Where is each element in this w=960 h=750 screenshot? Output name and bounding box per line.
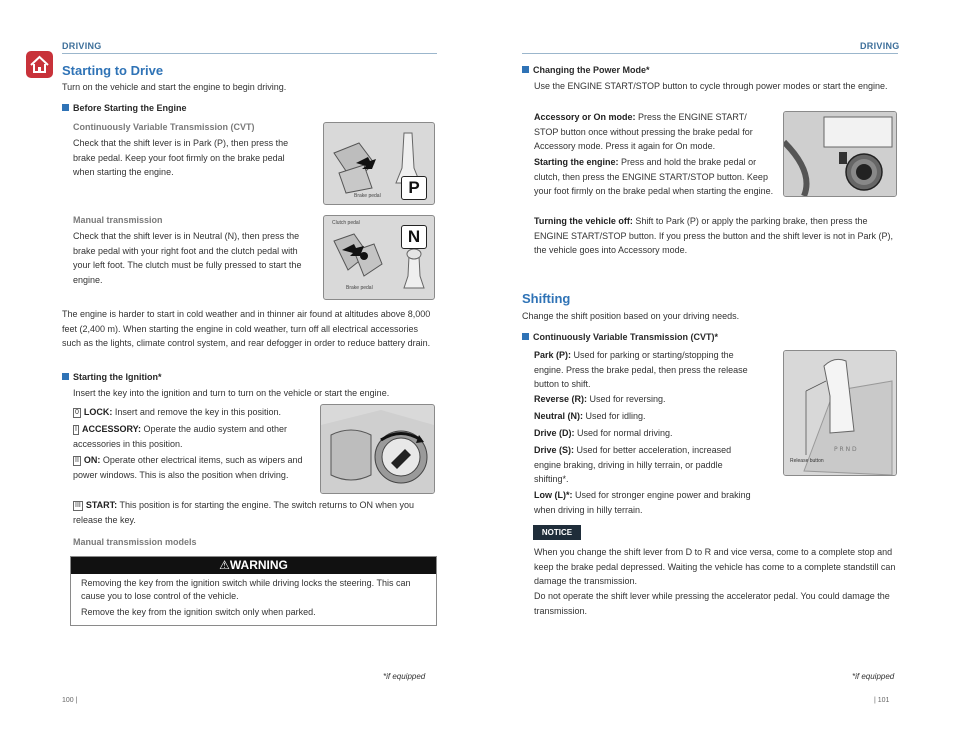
ignition-heading: Starting the Ignition* (62, 372, 162, 382)
lock-position-icon: 0 (75, 409, 79, 416)
brake-pedal-label-manual: Brake pedal (346, 285, 373, 291)
park-letter-badge: P (401, 176, 427, 200)
power-intro: Use the ENGINE START/STOP button to cycle through power modes or start the engine. (534, 81, 888, 91)
park-item: Park (P): Used for parking or starting/stopping the engine. Press the brake pedal, then press the release button to shift. (534, 350, 748, 389)
sport-item: Drive (S): Used for better acceleration, increased engine braking, driving in hilly terrain, or paddle shifting*. (534, 445, 732, 484)
shifting-intro: Change the shift position based on your driving needs. (522, 311, 740, 321)
page-number-left: 100 | (62, 697, 78, 704)
turning-off-text: Turning the vehicle off: Shift to Park (P) or apply the parking brake, then press the ENGINE START/STOP button. If you press the button and the shift lever is not in Park (P), the vehicle goes into Accessory mode. (534, 216, 893, 255)
footnote-right: *if equipped (852, 672, 895, 681)
cvt-shift-heading: Continuously Variable Transmission (CVT)* (522, 332, 718, 342)
dashboard-illustration (784, 112, 896, 196)
engine-start-figure (783, 111, 897, 197)
ignition-figure (320, 404, 435, 494)
footnote-left: *if equipped (383, 672, 426, 681)
shifting-title: Shifting (522, 291, 571, 306)
cvt-subheading: Continuously Variable Transmission (CVT) (73, 122, 255, 132)
header-rule-left (62, 53, 437, 54)
section-header-left: DRIVING (62, 41, 102, 51)
warning-text-1: Removing the key from the ignition switch while driving locks the steering. This can cause you to lose control of the vehicle. (81, 578, 411, 601)
power-mode-heading: Changing the Power Mode* (522, 65, 650, 75)
low-item: Low (L)*: Used for stronger engine power and braking when driving in hilly terrain. (534, 490, 751, 515)
bullet-square-icon (62, 104, 69, 111)
accessory-item: I ACCESSORY: Operate the audio system and other accessories in this position. (73, 424, 288, 449)
warning-text-2: Remove the key from the ignition switch only when parked. (81, 607, 316, 617)
home-icon (26, 51, 53, 78)
page-title-starting: Starting to Drive (62, 63, 164, 78)
gear-selector-illustration (784, 351, 896, 475)
notice-badge: NOTICE (533, 525, 581, 540)
svg-text:P R N D: P R N D (834, 446, 857, 453)
on-item: II ON: Operate other electrical items, such as wipers and power windows. This is also the position when driving. (73, 455, 303, 480)
manual-subheading: Manual transmission (73, 215, 163, 225)
notice-text-2: Do not operate the shift lever while pressing the accelerator pedal. You could damage the transmission. (534, 591, 890, 616)
accessory-mode-text: Accessory or On mode: Press the ENGINE START/ STOP button once without pressing the brake pedal for Accessory mode. Press it again for On mode. (534, 112, 753, 151)
cold-weather-text: The engine is harder to start in cold weather and in thinner air found at altitudes above 8,000 feet (2,400 m). When starting the engine in cold weather, turn off all electrical accessories such as the lights, climate control system, and rear defogger in order to reduce battery drain. (62, 309, 431, 348)
bullet-square-icon (62, 373, 69, 380)
warning-triangle-icon: ⚠ (219, 558, 230, 572)
manual-neutral-figure (323, 215, 435, 300)
home-button[interactable] (26, 51, 53, 78)
section-header-right: DRIVING (860, 41, 900, 51)
before-starting-heading: Before Starting the Engine (62, 103, 187, 113)
ignition-key-illustration (321, 405, 434, 493)
cvt-shift-lever-figure (783, 350, 897, 476)
manual-text: Check that the shift lever is in Neutral (N), then press the brake pedal with your right foot and the clutch pedal with your left foot. The clutch must be fully pressed to start the engine. (73, 231, 302, 285)
reverse-item: Reverse (R): Used for reversing. (534, 394, 666, 404)
on-position-icon: II (75, 457, 79, 464)
starting-engine-text: Starting the engine: Press and hold the brake pedal or clutch, then press the ENGINE START/STOP button. Keep your foot firmly on the brake pedal when starting the engine. (534, 157, 774, 196)
header-rule-right (522, 53, 898, 54)
start-position-icon: III (75, 502, 81, 509)
intro-text: Turn on the vehicle and start the engine to begin driving. (62, 82, 287, 92)
manual-models-label: Manual transmission models (73, 537, 197, 547)
release-button-label: Release button (790, 458, 824, 464)
ignition-intro: Insert the key into the ignition and turn to turn on the vehicle or start the engine. (73, 388, 390, 398)
cvt-park-figure (323, 122, 435, 205)
neutral-item: Neutral (N): Used for idling. (534, 411, 646, 421)
warning-box (70, 556, 437, 626)
bullet-square-icon (522, 333, 529, 340)
page-number-right: | 101 (874, 697, 890, 704)
lock-item: 0 LOCK: Insert and remove the key in this position. (75, 407, 281, 417)
clutch-pedal-label: Clutch pedal (332, 220, 360, 226)
cvt-text: Check that the shift lever is in Park (P), then press the brake pedal. Keep your foot firmly on the brake pedal when starting the engine. (73, 138, 289, 177)
drive-item: Drive (D): Used for normal driving. (534, 428, 673, 438)
neutral-letter-badge: N (401, 225, 427, 249)
accessory-position-icon: I (75, 426, 77, 433)
warning-header: ⚠WARNING (71, 557, 436, 574)
start-item: III START: This position is for starting the engine. The switch returns to ON when you release the key. (73, 500, 415, 525)
brake-pedal-label: Brake pedal (354, 193, 381, 199)
bullet-square-icon (522, 66, 529, 73)
notice-text-1: When you change the shift lever from D to R and vice versa, come to a complete stop and keep the brake pedal depressed. Waiting the vehicle has come to a complete standstill can damage the transmission. (534, 547, 896, 586)
